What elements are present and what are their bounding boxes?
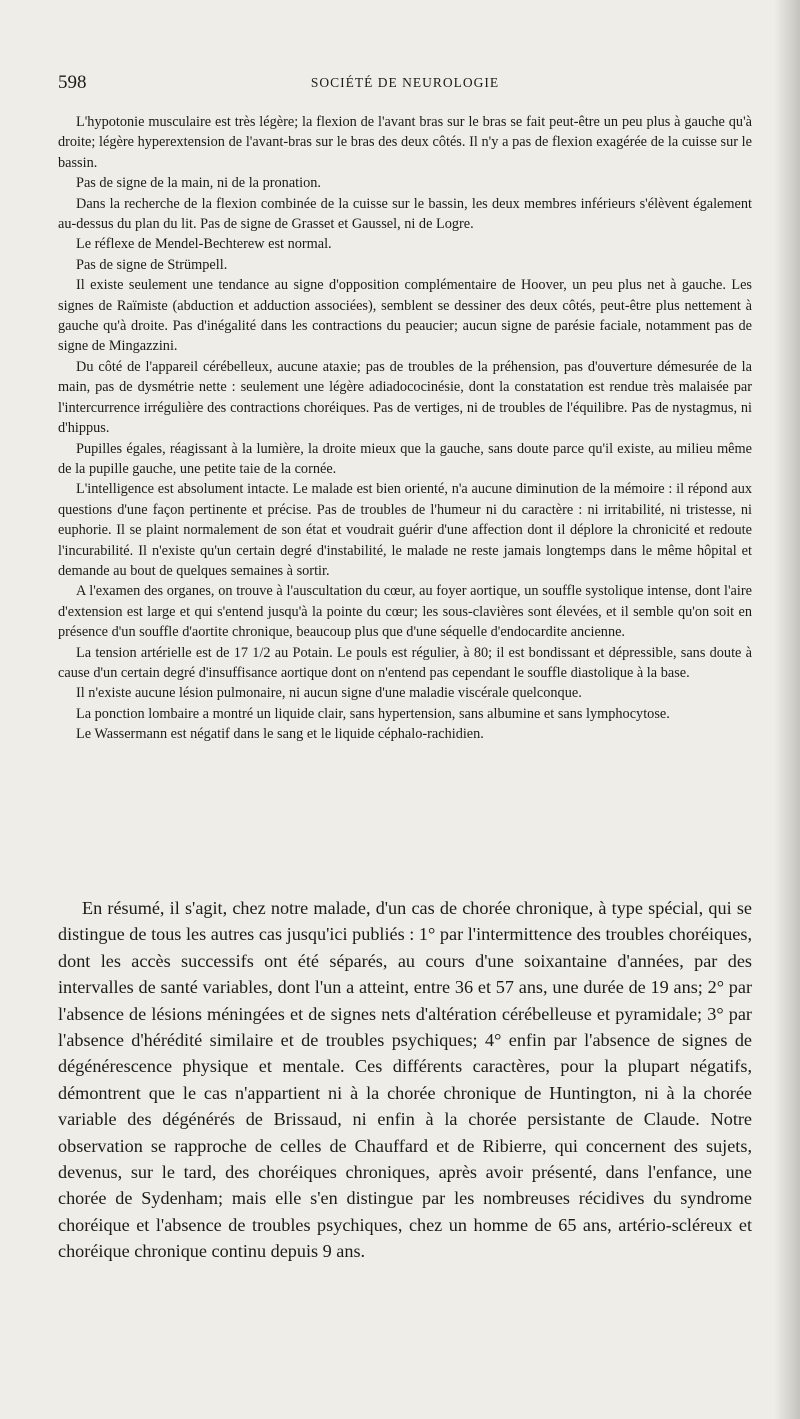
paragraph: Dans la recherche de la flexion combinée de la cuisse sur le bassin, les deux membres inférieurs s'élèvent également au-dessus du plan du lit. Pas de signe de Grasset et Gaussel, ni de Logre. xyxy=(58,195,752,233)
page-number: 598 xyxy=(58,72,87,93)
summary-paragraph: En résumé, il s'agit, chez notre malade, d'un cas de chorée chronique, à type spécial, qui se distingue de tous les autres cas jusqu'ici publiés : 1° par l'intermittence des troubles choréiques, dont les accès successifs ont été séparés, au cours d'une soixantaine d'années, par des intervalles de santé variables, dont l'un a atteint, entre 36 et 57 ans, une durée de 19 ans; 2° par l'absence de lésions méningées et de signes nets d'altération cérébelleuse et pyramidale; 3° par l'absence d'hérédité similaire et de troubles psychiques; 4° enfin par l'absence de signes de dégénérescence physique et mentale. Ces différents caractères, pour la plupart négatifs, démontrent que le cas n'appartient ni à la chorée chronique de Huntington, ni à la chorée variable des dégénérés de Brissaud, ni enfin à la chorée persistante de Claude. Notre observation se rapproche de celles de Chauffard et de Ribierre, qui concernent des sujets, devenus, sur le tard, des choréiques chroniques, après avoir présenté, dans l'enfance, une chorée de Sydenham; mais elle s'en distingue par les nombreuses récidives du syndrome choréique et l'absence de troubles psychiques, chez un homme de 65 ans, artério-scléreux et choréique chronique continu depuis 9 ans. xyxy=(58,898,752,1262)
page-edge-shadow xyxy=(774,0,800,1419)
paragraph: L'intelligence est absolument intacte. Le malade est bien orienté, n'a aucune diminution de la mémoire : il répond aux questions d'une façon pertinente et précise. Pas de troubles de l'humeur ni du caractère : ni irritabilité, ni tristesse, ni euphorie. Il se plaint normalement de son état et voudrait guérir d'une affection dont il déplore la chronicité et redoute l'incurabilité. Il n'existe qu'un certain degré d'instabilité, le malade ne reste jamais longtemps dans le même hôpital et demande au bout de quelques semaines à sortir. xyxy=(58,481,752,579)
paragraph: Pas de signe de la main, ni de la pronation. xyxy=(76,175,321,192)
paragraph: A l'examen des organes, on trouve à l'auscultation du cœur, au foyer aortique, un souffle systolique intense, dont l'aire d'extension est large et qui s'entend jusqu'à la pointe du cœur; les sous-clavières sont élevées, et il semble qu'on soit en présence d'un souffle d'aortite chronique, beaucoup plus que d'une séquelle d'endocardite ancienne. xyxy=(58,583,752,641)
paragraph: Du côté de l'appareil cérébelleux, aucune ataxie; pas de troubles de la préhension, pas d'ouverture démesurée de la main, pas de dysmétrie nette : seulement une légère adiadococinésie, dont la constatation est rendue très malaisée par l'intercurrence irrégulière des contractions choréiques. Pas de vertiges, ni de troubles de l'équilibre. Pas de nystagmus, ni d'hippus. xyxy=(58,358,752,437)
summary-section xyxy=(58,895,752,1265)
page-header xyxy=(58,72,752,96)
paragraph: La ponction lombaire a montré un liquide clair, sans hypertension, sans albumine et sans lymphocytose. xyxy=(76,705,670,722)
paragraph: La tension artérielle est de 17 1/2 au Potain. Le pouls est régulier, à 80; il est bondissant et dépressible, sans doute à cause d'un certain degré d'insuffisance aortique dont on n'entend pas cependant le souffle diastolique à la base. xyxy=(58,644,752,681)
case-observation-text xyxy=(58,112,752,745)
paragraph: Pupilles égales, réagissant à la lumière, la droite mieux que la gauche, sans doute parce qu'il existe, au milieu même de la pupille gauche, une petite taie de la cornée. xyxy=(58,440,752,477)
paragraph: L'hypotonie musculaire est très légère; la flexion de l'avant bras sur le bras se fait peut-être un peu plus à gauche qu'à droite; légère hyperextension de l'avant-bras sur le bras des deux côtés. Il n'y a pas de flexion exagérée de la cuisse sur le bassin. xyxy=(58,114,752,171)
paragraph: Pas de signe de Strümpell. xyxy=(76,256,228,273)
paragraph: Le Wassermann est négatif dans le sang et le liquide céphalo-rachidien. xyxy=(76,726,484,743)
paragraph: Il n'existe aucune lésion pulmonaire, ni aucun signe d'une maladie viscérale quelconque. xyxy=(76,685,582,702)
paragraph: Il existe seulement une tendance au signe d'opposition complémentaire de Hoover, un peu plus net à gauche. Les signes de Raïmiste (abduction et adduction associées), semblent se dessiner des deux côtés, peut-être plus nettement à gauche qu'à droite. Pas d'inégalité dans les contractions du peaucier; aucun signe de parésie faciale, notamment pas de signe de Mingazzini. xyxy=(58,277,752,355)
running-head: SOCIÉTÉ DE NEUROLOGIE xyxy=(310,75,500,90)
paragraph: Le réflexe de Mendel-Bechterew est normal. xyxy=(76,236,332,253)
